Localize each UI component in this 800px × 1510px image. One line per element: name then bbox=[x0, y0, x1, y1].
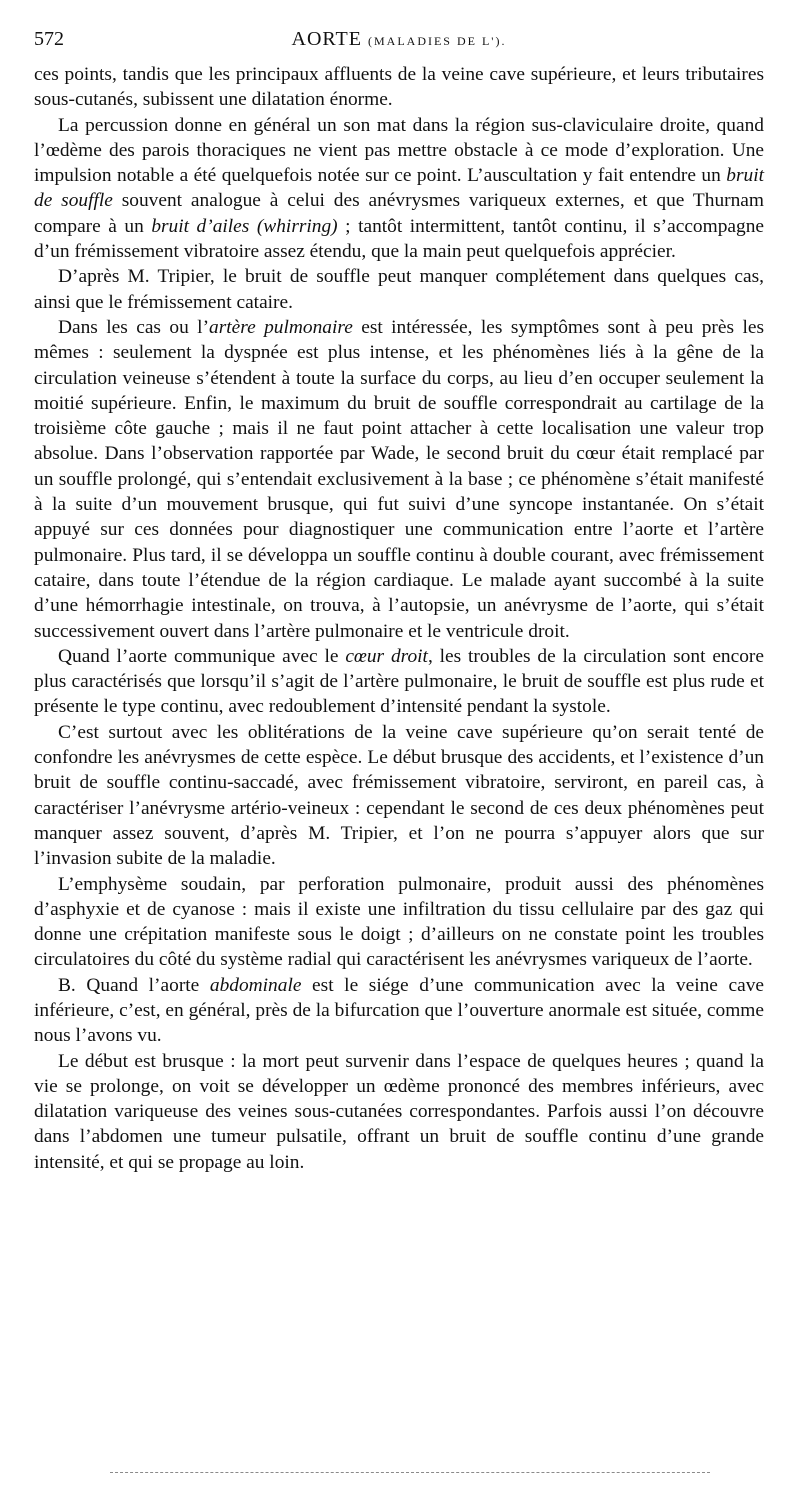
text-run: La percussion donne en général un son mat dans la région sus-claviculaire droite, quand l’œdème des parois thoraciques ne vient pas mettre obstacle à ce mode d’exploration. Une impulsion notable a été quelquefois notée sur ce point. L’auscultation y fait entendre un bbox=[34, 114, 764, 187]
paragraph bbox=[34, 315, 764, 644]
paragraph bbox=[34, 62, 764, 113]
footer-rule bbox=[110, 1472, 710, 1473]
text-run: C’est surtout avec les oblitérations de la veine cave supérieure qu’on serait tenté de confondre les anévrysmes de cette espèce. Le début brusque des accidents, et l’existence d’un bruit de souffle continu-saccadé, avec frémissement vibratoire, serviront, en pareil cas, à caractériser l’anévrysme artério-veineux : cependant le second de ces deux phénomènes peut manquer assez souvent, d’après M. Tripier, et l’on ne pourra s’appuyer alors que sur l’invasion subite de la maladie. bbox=[34, 721, 764, 870]
page-header bbox=[34, 28, 764, 62]
body-text bbox=[34, 62, 764, 1175]
italic-text-run: artère pulmonaire bbox=[209, 316, 353, 338]
paragraph bbox=[34, 644, 764, 720]
text-run: Quand l’aorte communique avec le bbox=[58, 645, 346, 667]
italic-text-run: cœur droit bbox=[345, 645, 428, 667]
italic-text-run: bruit de souffle bbox=[34, 165, 764, 212]
text-run: est intéressée, les symptômes sont à peu près les mêmes : seulement la dyspnée est plus intense, et les phénomènes liés à la gêne de la circulation veineuse s’étendent à toute la surface du corps, au lieu d’en occuper seulement la moitié supérieure. Enfin, le maximum du bruit de souffle correspondrait au cartilage de la troisième côte gauche ; mais il ne faut point attacher à cette localisation une valeur trop absolue. Dans l’observation rapportée par Wade, le second bruit du cœur était remplacé par un souffle prolongé, qui s’entendait exclusivement à la base ; ce phénomène s’était manifesté à la suite d’un mouvement brusque, qui fut suivi d’une syncope instantanée. On s’était appuyé sur ces données pour diagnostiquer une communication entre l’aorte et l’artère pulmonaire. Plus tard, il se développa un souffle continu à double courant, avec frémissement cataire, dans toute l’étendue de la région cardiaque. Le malade ayant succombé à la suite d’une hémorrhagie intestinale, on trouva, à l’autopsie, un anévrysme de l’aorte, qui s’était successivement ouvert dans l’artère pulmonaire et le ventricule droit. bbox=[34, 316, 764, 642]
paragraph bbox=[34, 973, 764, 1049]
text-run: souvent analogue à celui des anévrysmes variqueux externes, et que Thurnam compare à un bbox=[34, 190, 764, 237]
text-run: ; tantôt intermittent, tantôt continu, il s’accompagne d’un frémissement vibratoire assez étendu, que la main peut quelquefois apprécier. bbox=[34, 215, 765, 263]
text-run: est le siége d’une communication avec la veine cave inférieure, c’est, en général, près de la bifurcation que l’ouverture anormale est située, comme nous l’avons vu. bbox=[34, 974, 764, 1047]
paragraph bbox=[34, 113, 764, 265]
paragraph bbox=[34, 1049, 764, 1175]
text-run: Dans les cas ou l’ bbox=[58, 316, 210, 338]
running-title-sub: (MALADIES DE L'). bbox=[367, 34, 507, 48]
text-run: Le début est brusque : la mort peut survenir dans l’espace de quelques heures ; quand la vie se prolonge, on voit se développer un œdème prononcé des membres inférieurs, avec dilatation variqueuse des veines sous-cutanées correspondantes. Parfois aussi l’on découvre dans l’abdomen une tumeur pulsatile, offrant un bruit de souffle continu d’une grande intensité, et qui se propage au loin. bbox=[34, 1050, 764, 1173]
text-run: D’après M. Tripier, le bruit de souffle peut manquer complétement dans quelques cas, ainsi que le frémissement cataire. bbox=[34, 266, 764, 313]
text-run: ces points, tandis que les principaux affluents de la veine cave supérieure, et leurs tributaires sous-cutanés, subissent une dilatation énorme. bbox=[34, 64, 764, 111]
text-run: B. Quand l’aorte bbox=[58, 974, 210, 996]
page-number: 572 bbox=[34, 28, 64, 50]
document-page bbox=[34, 28, 764, 1175]
text-run: L’emphysème soudain, par perforation pulmonaire, produit aussi des phénomènes d’asphyxie et de cyanose : mais il existe une infiltration du tissu cellulaire par des gaz qui donne une crépitation manifeste sous le doigt ; d’ailleurs on ne constate point les troubles circulatoires du côté du système radial qui caractérisent les anévrysmes variqueux de l’aorte. bbox=[34, 873, 764, 971]
running-title-main: AORTE bbox=[291, 28, 362, 50]
paragraph bbox=[34, 720, 764, 872]
running-title bbox=[34, 28, 764, 51]
text-run: , les troubles de la circulation sont encore plus caractérisés que lorsqu’il s’agit de l’artère pulmonaire, le bruit de souffle est plus rude et présente le type continu, avec redoublement d’intensité pendant la systole. bbox=[34, 645, 764, 718]
italic-text-run: bruit d’ailes (whirring) bbox=[151, 215, 338, 237]
paragraph bbox=[34, 872, 764, 973]
paragraph bbox=[34, 264, 764, 315]
italic-text-run: abdominale bbox=[209, 974, 302, 996]
